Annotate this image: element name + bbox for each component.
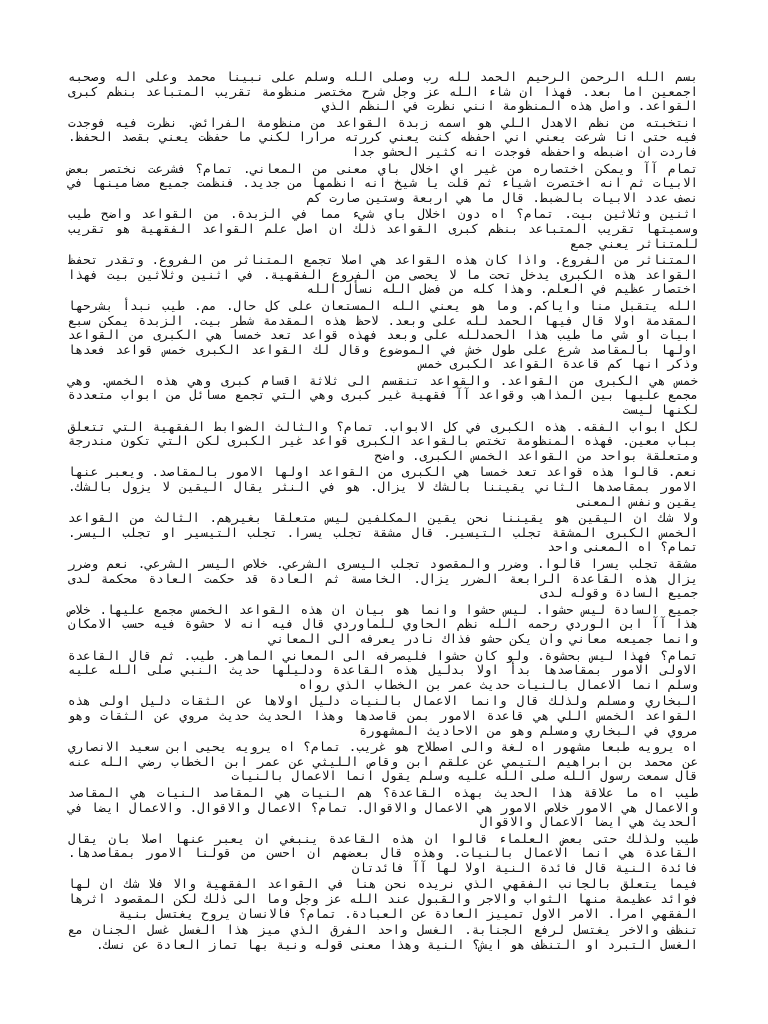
paragraph: تنظف والاخر يغتسل لرفع الجنابة. الغسل واحد الفرق الذي ميز هذا الغسل غسل الجنان مع الغسل التبرد او التنظف هو ايش؟ النية وهذا معنى قوله ونية بها تماز العادة عن نسك. bbox=[68, 922, 698, 952]
paragraph: تمام آآ ويمكن اختصاره من غير اي اخلال باي معنى من المعاني. تمام؟ فشرعت نختصر بعض الابيات ثم انه اختصرت اشياء ثم قلت يا شيخ انه انظمها من جديد. فنظمت جميع مضامينها في نصف عدد الابيات بالضبط. قال ما هي اربعة وستين صارت كم bbox=[68, 160, 698, 205]
paragraph: المتناثر من الفروع. واذا كان هذه القواعد هي اصلا تجمع المتناثر من الفروع. وتقدر تحفظ القواعد هذه الكبرى يدخل تحت ما لا يحصى من الفروع الفقهية. في اثنين وثلاثين بيت فهذا اختصار عظيم في العلم. وهذا كله من فضل الله نسأل الله bbox=[68, 252, 698, 297]
paragraph: طيب ولذلك حتى بعض العلماء قالوا ان هذه القاعدة ينبغي ان يعبر عنها اصلا بان يقال القاعدة هي انما الاعمال بالنيات. وهذه قال بعضهم ان احسن من قولنا الامور بمقاصدها. فائدة النية قال فائدة النية اولا لها آآ فائدتان bbox=[68, 830, 698, 875]
paragraph: اثنين وثلاثين بيت. تمام؟ اه دون اخلال باي شيء مما في الزبدة. من القواعد واضح طيب وسميتها تقريب المتباعد بنظم كبرى القواعد ذلك ان اصل علم القواعد الفقهية هو تقريب للمتناثر يعني جمع bbox=[68, 206, 698, 251]
paragraph: جميع السادة ليس حشوا. ليس حشوا وانما هو بيان ان هذه القواعد الخمس مجمع عليها. خلاص هذا آآ ابن الوردي رحمه الله نظم الحاوي للماوردي قال فيه انه لا حشوة فيه حسب الامكان وانما جميعه معاني وان يكن حشو فذاك نادر يعرفه الى المعاني bbox=[68, 601, 698, 646]
paragraph: انتخبته من نظم الاهدل اللي هو اسمه زبدة القواعد من منظومة الفرائض. نظرت فيه فوجدت فيه حتى انا شرعت يعني اني احفظه كنت يعني كررته مرارا لكني ما حفظت يعني بقصد الحفظ. فاردت ان اضبطه واحفظه فوجدت انه كثير الحشو جدا bbox=[68, 114, 698, 159]
paragraph: خمس هي الكبرى من القواعد. والقواعد تنقسم الى ثلاثة اقسام كبرى وهي هذه الخمس. وهي مجمع عليها بين المذاهب وقواعد آآ فقهية غير كبرى وهي التي تجمع مسائل من ابواب متعددة لكنها ليست bbox=[68, 372, 698, 418]
paragraph: بسم الله الرحمن الرحيم الحمد لله رب وصلى الله وسلم على نبينا محمد وعلى اله وصحبه اجمعين اما بعد. فهذا ان شاء الله عز وجل شرح مختصر منظومة تقريب المتباعد بنظم كبرى القواعد. واصل هذه المنظومة انني نظرت في النظم الذي bbox=[68, 69, 698, 114]
paragraph: طيب اه ما علاقة هذا الحديث بهذه القاعدة؟ هم النيات هي المقاصد النيات هي المقاصد والاعمال هي الامور خلاص الامور هي الاعمال والاقوال. تمام؟ الاعمال والاقوال. والاعمال ايضا في الحديث هي ايضا الاعمال والاقوال bbox=[68, 784, 698, 830]
paragraph: فيما يتعلق بالجانب الفقهي الذي نريده نحن هنا في القواعد الفقهية والا فلا شك ان لها فوائد عظيمة منها الثواب والاجر والقبول عند الله عز وجل وما الى ذلك لكن المقصود اثرها الفقهي امرا. الامر الاول تمييز العادة عن العبادة. تمام؟ فالانسان يروح يغتسل بنية bbox=[68, 876, 698, 921]
paragraph: البخاري ومسلم ولذلك قال وانما الاعمال بالنيات دليل اولاها عن الثقات دليل اولى هذه القواعد الخمس اللي هي قاعدة الامور بمن قاصدها وهذا الحديث حديث مروي عن الثقات وهو مروي في البخاري ومسلم وهو من الاحاديث المشهورة bbox=[68, 693, 698, 738]
paragraph: تمام؟ فهذا ليس بحشوة. ولو كان حشوا فليصرفه الى المعاني الماهر. طيب. ثم قال القاعدة الاولى الامور بمقاصدها بدأ اولا بدليل هذه القاعدة ودليلها حديث النبي صلى الله عليه وسلم انما الاعمال بالنيات حديث عمر بن الخطاب الذي رواه bbox=[68, 647, 698, 692]
paragraph: الله يتقبل منا واياكم. وما هو يعني الله المستعان على كل حال. مم. طيب نبدأ بشرحها المقدمة اولا قال فيها الحمد لله على وبعد. لاحظ هذه المقدمة شطر بيت. الزبدة يمكن سبع ابيات او شي ما طيب هذا الحمدلله على وبعد فهذه قواعد تعد خمسا هي الكبرى من القواعد اولها بالمقاصد شرع على طول خش في الموضوع وقال لك القواعد الكبرى خمس قواعد فعدها وذكر انها كم قاعدة القواعد الكبرى خمس bbox=[68, 297, 698, 372]
paragraph: اه يرويه طبعا مشهور اه لغة والى اصطلاح هو غريب. تمام؟ اه يرويه يحيى ابن سعيد الانصاري عن محمد بن ابراهيم التيمي عن علقم ابن وقاص الليثي عن عمر ابن الخطاب رضي الله عنه قال سمعت رسول الله صلى الله عليه وسلم يقول انما الاعمال بالنيات bbox=[68, 739, 698, 784]
paragraph: نعم. قالوا هذه قواعد تعد خمسا هي الكبرى من القواعد اولها الامور بالمقاصد. ويعبر عنها الامور بمقاصدها الثاني يقيننا بالشك لا يزال. هو في النثر يقال اليقين لا يزول بالشك. يقين ونفس المعنى bbox=[68, 464, 698, 509]
paragraph: لكل ابواب الفقه. هذه الكبرى في كل الابواب. تمام؟ والثالث الضوابط الفقهية التي تتعلق بباب معين. فهذه المنظومة تختص بالقواعد الكبرى قواعد غير الكبرى لكن التي تكون مندرجة ومتعلقة بواحد من القواعد الخمس الكبرى. واضح bbox=[68, 418, 698, 463]
document-page bbox=[68, 70, 698, 954]
paragraph: مشقة تجلب يسرا قالوا. وضرر والمقصود تجلب اليسرى الشرعي. خلاص اليسر الشرعي. نعم وضرر يزال هذه القاعدة الرابعة الضرر يزال. الخامسة ثم العادة قد حكمت العادة محكمة لدى جميع السادة وقوله لدى bbox=[68, 556, 698, 601]
paragraph: ولا شك ان اليقين هو يقيننا نحن يقين المكلفين ليس متعلقا بغيرهم. الثالث من القواعد الخمس الكبرى المشقة تجلب التيسير. قال مشقة تجلب يسرا. تجلب التيسير او تجلب اليسر. تمام؟ اه المعنى واحد bbox=[68, 510, 698, 555]
